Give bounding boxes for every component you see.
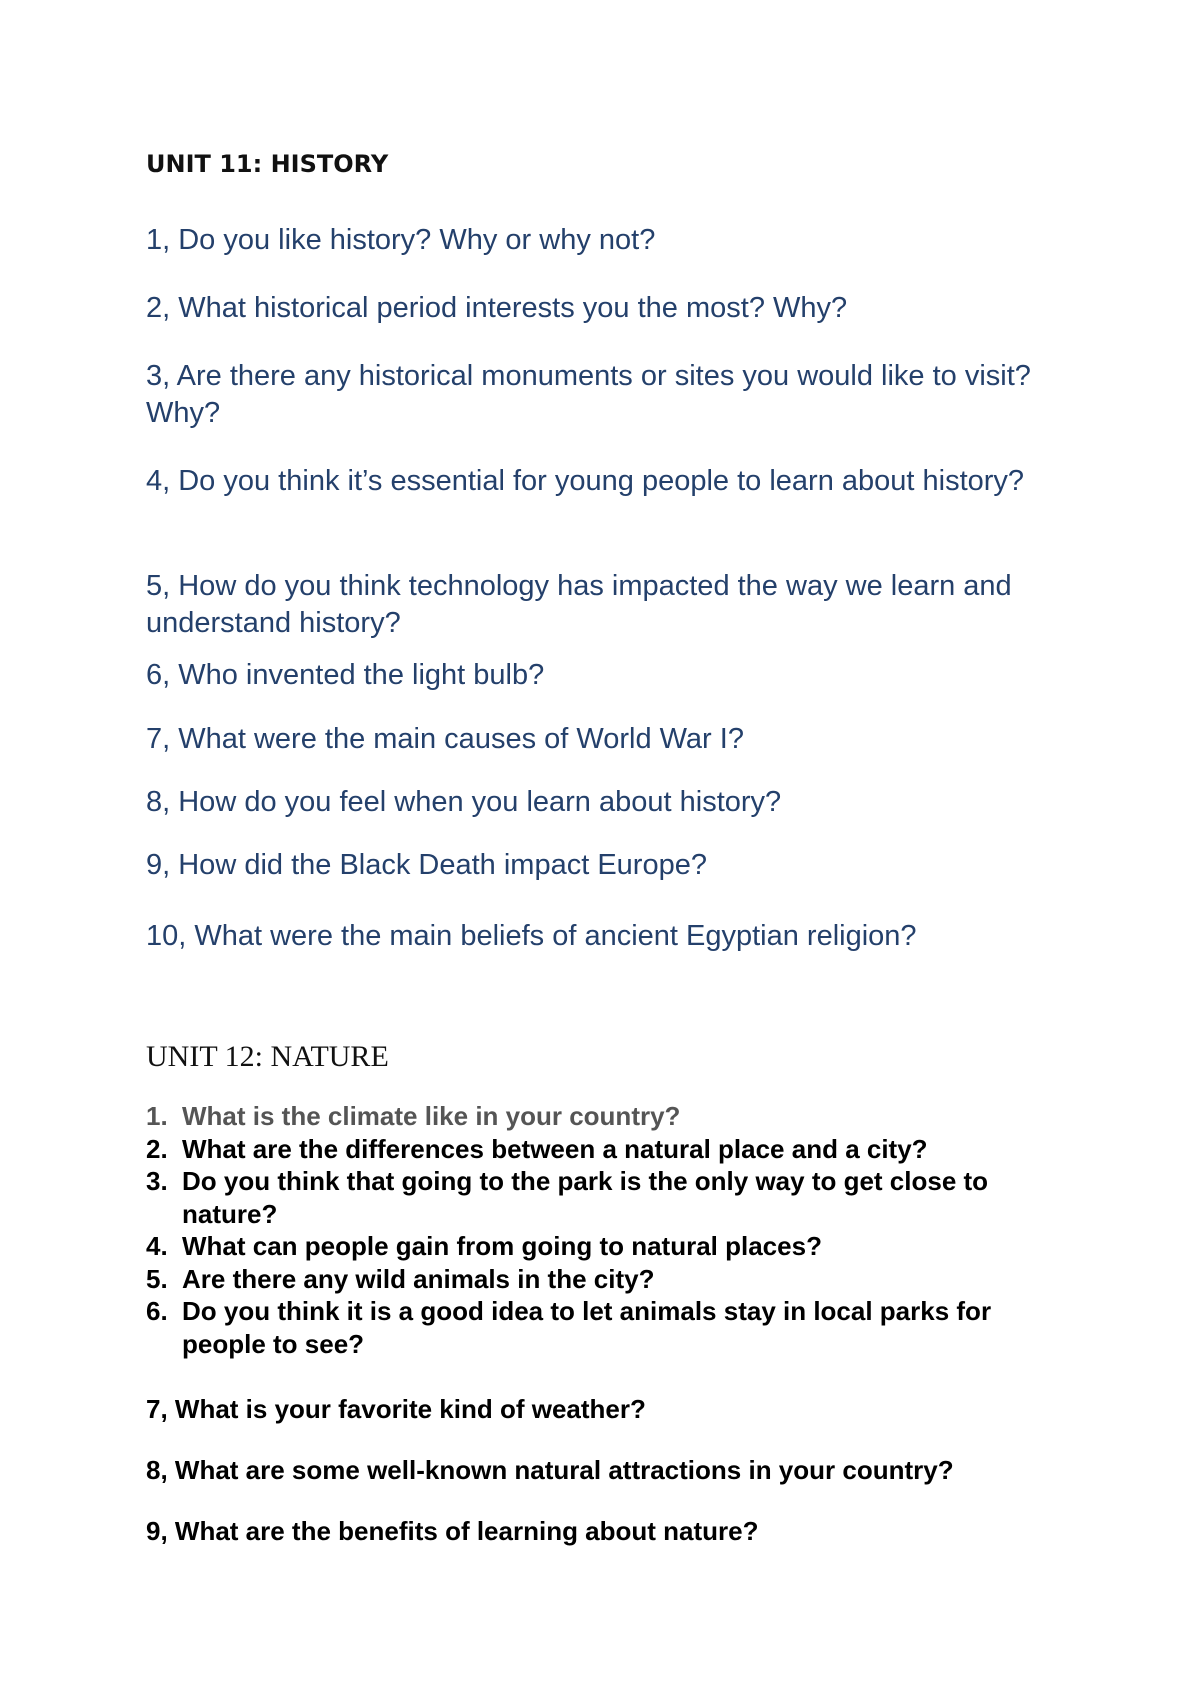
nature-question: What can people gain from going to natural places?: [182, 1231, 822, 1261]
nature-question: 7, What is your favorite kind of weather?: [146, 1394, 646, 1424]
list-item: [146, 1295, 1076, 1360]
history-question: 10, What were the main beliefs of ancient Egyptian religion?: [146, 920, 917, 952]
list-item: [146, 1263, 1076, 1296]
list-number: 6.: [146, 1296, 168, 1326]
history-question: 4, Do you think it’s essential for young people to learn about history?: [146, 465, 1025, 497]
list-item: [146, 1230, 1076, 1263]
nature-question-list: [146, 1100, 1076, 1360]
history-question: 3, Are there any historical monuments or sites you would like to visit? Why?: [146, 360, 1031, 429]
list-number: 5.: [146, 1263, 168, 1294]
nature-question: Do you think that going to the park is the only way to get close to nature?: [182, 1166, 989, 1229]
list-item: [146, 1100, 1076, 1133]
nature-question: 8, What are some well-known natural attractions in your country?: [146, 1455, 954, 1485]
list-number: 4.: [146, 1231, 168, 1261]
list-item: [146, 1165, 1076, 1230]
history-question: 9, How did the Black Death impact Europe?: [146, 849, 707, 881]
nature-question: What is the climate like in your country?: [182, 1101, 681, 1131]
list-number: 3.: [146, 1166, 168, 1196]
history-question: 5, How do you think technology has impacted the way we learn and understand history?: [146, 570, 1012, 639]
history-question: 6, Who invented the light bulb?: [146, 659, 545, 691]
list-number: 2.: [146, 1133, 168, 1164]
unit-11-title: UNIT 11: HISTORY: [146, 150, 389, 178]
history-question: 2, What historical period interests you the most? Why?: [146, 292, 848, 324]
history-question: 7, What were the main causes of World War I?: [146, 723, 744, 755]
nature-question: Are there any wild animals in the city?: [182, 1263, 655, 1294]
history-question: 8, How do you feel when you learn about history?: [146, 786, 782, 818]
list-number: 1.: [146, 1101, 168, 1131]
history-question: 1, Do you like history? Why or why not?: [146, 224, 656, 256]
unit-12-title: UNIT 12: NATURE: [146, 1040, 389, 1073]
list-item: [146, 1133, 1076, 1166]
nature-question: 9, What are the benefits of learning about nature?: [146, 1516, 759, 1546]
nature-question: What are the differences between a natural place and a city?: [182, 1133, 928, 1164]
nature-question: Do you think it is a good idea to let animals stay in local parks for people to see?: [182, 1296, 992, 1359]
